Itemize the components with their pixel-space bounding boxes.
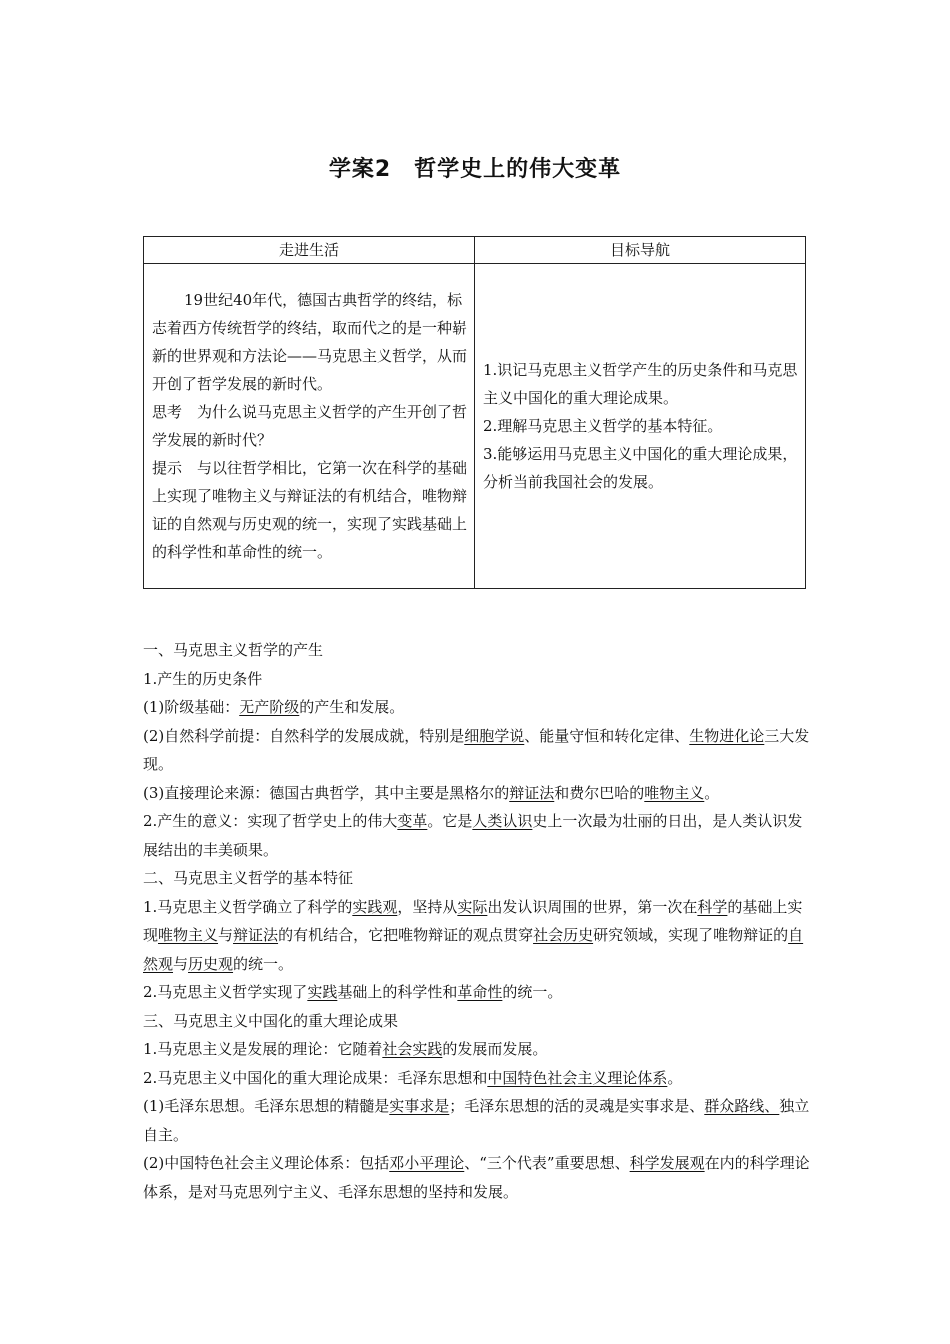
section-heading: 二、马克思主义哲学的基本特征 xyxy=(143,869,354,887)
text: (1)阶级基础： xyxy=(143,698,240,716)
list-item xyxy=(143,779,811,808)
body-content xyxy=(143,636,811,1206)
key-term: 唯物主义 xyxy=(158,926,219,944)
hint-answer: 提示 与以往哲学相比，它第一次在科学的基础上实现了唯物主义与辩证法的有机结合，唯物辩证的自然观与历史观的统一，实现了实践基础上的科学性和革命性的统一。 xyxy=(152,459,468,561)
key-term: 唯物主义 xyxy=(644,783,705,802)
header-life: 走进生活 xyxy=(144,237,475,264)
key-term: 科学发展观 xyxy=(629,1154,705,1172)
life-intro-text: 19世纪40年代，德国古典哲学的终结，标志着西方传统哲学的终结，取而代之的是一种崭新的世界观和方法论——马克思主义哲学，从而开创了哲学发展的新时代。 xyxy=(152,291,468,393)
text: ，坚持从 xyxy=(397,897,458,916)
text: 。 xyxy=(667,1068,683,1087)
think-question: 思考 为什么说马克思主义哲学的产生开创了哲学发展的新时代？ xyxy=(152,403,468,449)
text: 三大发现。 xyxy=(143,726,810,773)
text: 、能量守恒和转化定律、 xyxy=(524,726,690,745)
key-term: 实践观 xyxy=(352,897,398,916)
list-item xyxy=(143,722,811,779)
key-term: 中国特色社会主义理论体系 xyxy=(487,1068,668,1087)
key-term: 生物进化论 xyxy=(689,726,765,745)
section-heading: 三、马克思主义中国化的重大理论成果 xyxy=(143,1011,399,1030)
key-term: 社会历史 xyxy=(533,926,594,944)
key-term: 实践 xyxy=(307,983,338,1001)
list-item xyxy=(143,1064,811,1093)
text: 的有机结合，它把唯物辩证的观点贯穿 xyxy=(278,926,534,944)
text: 与 xyxy=(173,954,189,973)
table-header-row xyxy=(144,237,806,264)
text: 2.马克思主义中国化的重大理论成果：毛泽东思想和 xyxy=(143,1068,488,1087)
text: 2.马克思主义哲学实现了 xyxy=(143,983,308,1001)
list-item xyxy=(143,1035,811,1064)
list-item xyxy=(143,978,811,1007)
list-item xyxy=(143,693,811,722)
text: (2)自然科学前提：自然科学的发展成就，特别是 xyxy=(143,726,465,745)
goals-cell xyxy=(475,264,806,589)
text: 1.马克思主义是发展的理论：它随着 xyxy=(143,1040,383,1058)
key-term: 辩证法 xyxy=(509,783,555,802)
key-term: 群众路线、 xyxy=(704,1097,780,1115)
key-term: 人类认识 xyxy=(472,812,533,830)
list-item xyxy=(143,893,811,979)
key-term: 实事求是 xyxy=(389,1097,450,1115)
text: 基础上的科学性和 xyxy=(337,983,458,1001)
text: 的发展而发展。 xyxy=(442,1040,548,1058)
key-term: 辩证法 xyxy=(233,926,279,944)
text: 1.马克思主义哲学确立了科学的 xyxy=(143,897,353,916)
section-heading: 一、马克思主义哲学的产生 xyxy=(143,641,324,659)
life-cell xyxy=(144,264,475,589)
text: 的产生和发展。 xyxy=(299,698,405,716)
key-term: 历史观 xyxy=(188,954,234,973)
text: 。 xyxy=(704,783,720,802)
header-goals: 目标导航 xyxy=(475,237,806,264)
text: 在内的科学理论体系，是对马克思列宁主义、毛泽东思想的坚持和发展。 xyxy=(143,1154,810,1201)
page-title: 学案2 哲学史上的伟大变革 xyxy=(328,157,622,182)
text: (1)毛泽东思想。毛泽东思想的精髓是 xyxy=(143,1097,390,1115)
subheading: 1.产生的历史条件 xyxy=(143,669,263,688)
text: 独立自主。 xyxy=(143,1097,810,1144)
list-item xyxy=(143,1149,811,1206)
goal-item: 2.理解马克思主义哲学的基本特征。 xyxy=(483,417,723,435)
goal-item: 1.识记马克思主义哲学产生的历史条件和马克思主义中国化的重大理论成果。 xyxy=(483,361,798,407)
text: 的基础上实现 xyxy=(143,897,803,944)
text: 出发认识周围的世界，第一次在 xyxy=(487,897,698,916)
key-term: 无产阶级 xyxy=(239,698,300,716)
key-term: 社会实践 xyxy=(382,1040,443,1058)
key-term: 细胞学说 xyxy=(464,726,525,745)
key-term: 邓小平理论 xyxy=(389,1154,465,1172)
table-body-row xyxy=(144,264,806,589)
text: 研究领域，实现了唯物辩证的 xyxy=(593,926,789,944)
goal-item: 3.能够运用马克思主义中国化的重大理论成果，分析当前我国社会的发展。 xyxy=(483,445,798,491)
text: 史上一次最为壮丽的日出，是人类认识发展结出的丰美硕果。 xyxy=(143,812,803,859)
text: 。它是 xyxy=(427,812,473,830)
text: ；毛泽东思想的活的灵魂是实事求是、 xyxy=(449,1097,705,1115)
key-term: 变革 xyxy=(397,812,428,830)
text: 、“三个代表”重要思想、 xyxy=(464,1154,630,1172)
text: 的统一。 xyxy=(502,983,563,1001)
key-term: 科学 xyxy=(697,897,728,916)
text: 和费尔巴哈的 xyxy=(554,783,645,802)
list-item xyxy=(143,1092,811,1149)
text: 2.产生的意义：实现了哲学史上的伟大 xyxy=(143,812,398,830)
text: (2)中国特色社会主义理论体系：包括 xyxy=(143,1154,390,1172)
text: 的统一。 xyxy=(233,954,294,973)
key-term: 革命性 xyxy=(457,983,503,1001)
text: (3)直接理论来源：德国古典哲学，其中主要是黑格尔的 xyxy=(143,783,510,802)
list-item xyxy=(143,807,811,864)
text: 与 xyxy=(218,926,234,944)
intro-table xyxy=(143,236,806,589)
key-term: 实际 xyxy=(457,897,488,916)
key-term: 自然观 xyxy=(143,926,804,973)
